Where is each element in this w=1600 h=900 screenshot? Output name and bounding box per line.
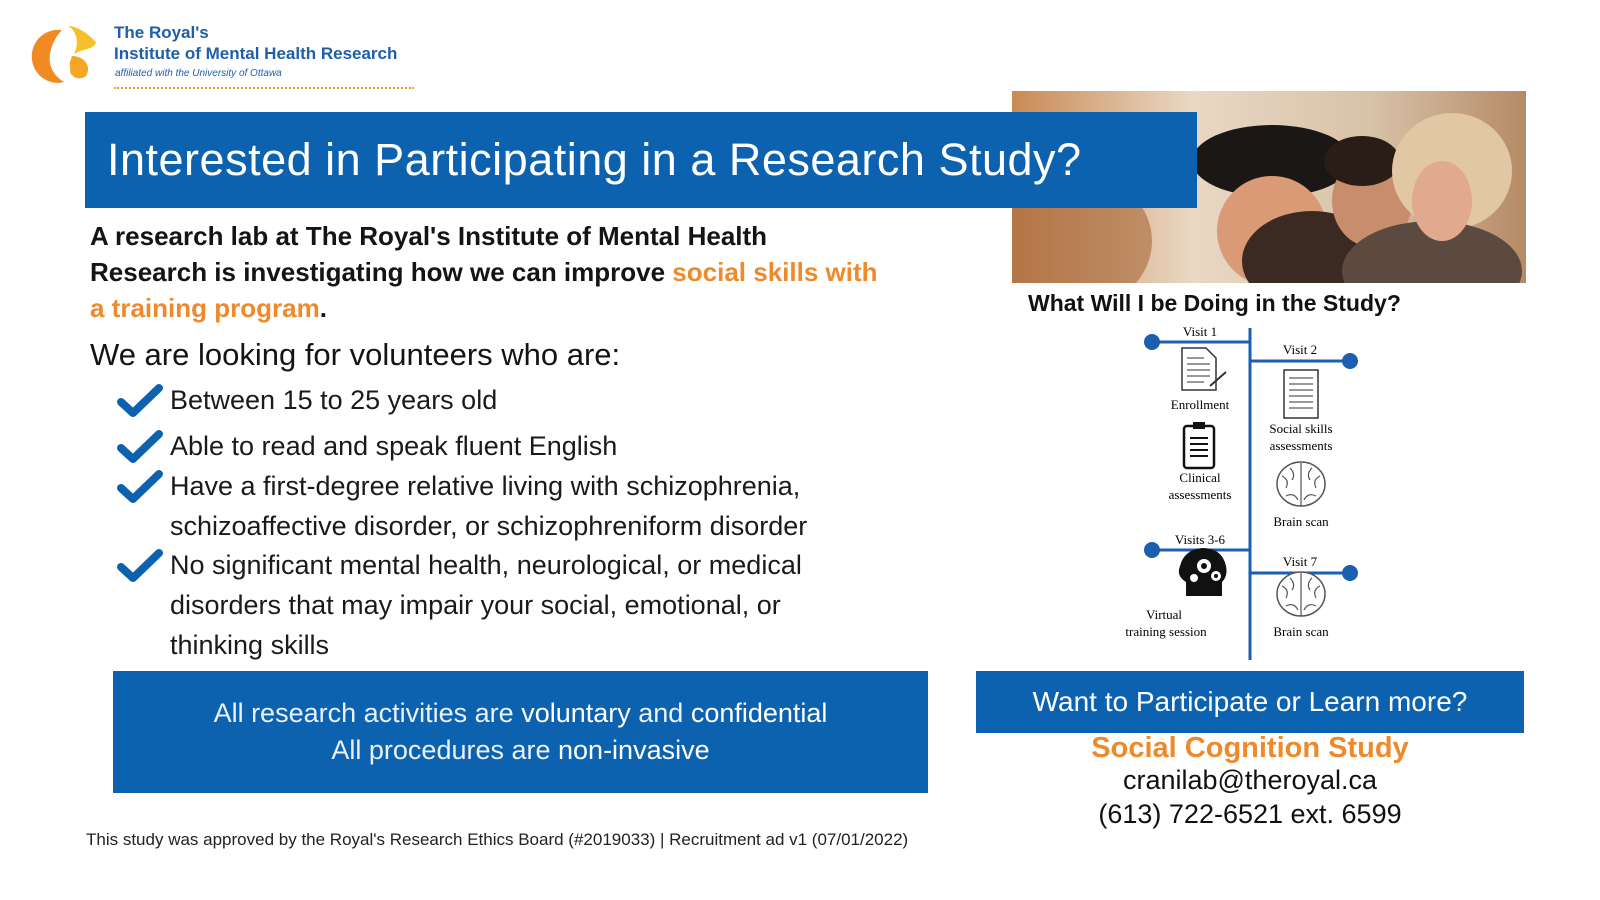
timeline-title: What Will I be Doing in the Study? <box>1028 290 1401 316</box>
study-name: Social Cognition Study <box>1091 732 1409 764</box>
visit2-label: Visit 2 <box>1282 342 1318 357</box>
intro-end: . <box>319 293 327 323</box>
visits36-label: Visits 3-6 <box>1174 532 1226 547</box>
checkmark-icon <box>112 380 170 420</box>
criteria-text: thinking skills <box>170 630 330 660</box>
logo-name-line1: The Royal's <box>114 23 209 42</box>
social-label-1: Social skills <box>1269 421 1333 436</box>
logo-affiliation: affiliated with the University of Ottawa <box>115 68 282 79</box>
criteria-text: Have a first-degree relative living with schizophrenia, <box>170 471 801 501</box>
document-icon <box>1182 348 1226 390</box>
intro-paragraph <box>90 218 890 326</box>
checkmark-icon <box>112 466 170 506</box>
voluntary-notice-box <box>113 671 928 793</box>
criteria-item-health <box>112 545 872 665</box>
logo-divider <box>114 87 414 89</box>
criteria-text: disorders that may impair your social, emotional, or <box>170 590 781 620</box>
checkmark-icon <box>112 545 170 585</box>
clinical-label-1: Clinical <box>1179 470 1221 485</box>
enrollment-label: Enrollment <box>1170 397 1230 412</box>
visits36-dot <box>1144 542 1160 558</box>
social-label-2: assessments <box>1269 438 1333 453</box>
checklist-icon <box>1284 370 1318 418</box>
visit2-dot <box>1342 353 1358 369</box>
butterfly-logo-icon <box>28 22 100 90</box>
criteria-text: schizoaffective disorder, or schizophreniform disorder <box>170 511 808 541</box>
brain-icon <box>1277 462 1325 506</box>
intro-text: A research lab at The Royal's Institute of Mental Health Research is investigating how we can improve <box>90 221 768 287</box>
title-banner <box>85 112 1197 208</box>
volunteers-heading: We are looking for volunteers who are: <box>90 337 621 372</box>
clipboard-icon <box>1184 422 1214 468</box>
logo-name-line2: Institute of Mental Health Research <box>114 44 398 63</box>
visit1-label: Visit 1 <box>1182 324 1218 339</box>
checkmark-icon <box>112 426 170 466</box>
brain-scan-label-2: Brain scan <box>1273 624 1329 639</box>
visit1-dot <box>1144 334 1160 350</box>
notice-line-2: All procedures are non-invasive <box>331 735 710 765</box>
criteria-item-relative <box>112 466 872 546</box>
criteria-text: No significant mental health, neurological, or medical <box>170 550 802 580</box>
contact-phone[interactable]: (613) 722-6521 ext. 6599 <box>1098 799 1402 829</box>
criteria-item-language <box>112 426 872 466</box>
page-title: Interested in Participating in a Research Study? <box>107 134 1082 185</box>
brain-scan-label: Brain scan <box>1273 514 1329 529</box>
head-gears-icon <box>1179 548 1227 596</box>
criteria-text: Between 15 to 25 years old <box>170 385 498 415</box>
study-timeline-diagram <box>1120 324 1380 664</box>
ethics-approval-footer: This study was approved by the Royal's Research Ethics Board (#2019033) | Recruitment ad v1 (07/01/2022) <box>86 830 909 849</box>
virtual-label-2: training session <box>1125 624 1207 639</box>
contact-banner: Want to Participate or Learn more? <box>976 671 1524 733</box>
notice-line-1: All research activities are voluntary and confidential <box>213 698 828 728</box>
brain-icon <box>1277 572 1325 616</box>
clinical-label-2: assessments <box>1168 487 1232 502</box>
criteria-item-age <box>112 380 872 420</box>
virtual-label-1: Virtual <box>1145 607 1183 622</box>
visit7-label: Visit 7 <box>1282 554 1318 569</box>
contact-email[interactable]: cranilab@theroyal.ca <box>1122 765 1378 795</box>
visit7-dot <box>1342 565 1358 581</box>
criteria-text: Able to read and speak fluent English <box>170 431 618 461</box>
intro-highlight: social skills with a training program <box>90 257 878 323</box>
